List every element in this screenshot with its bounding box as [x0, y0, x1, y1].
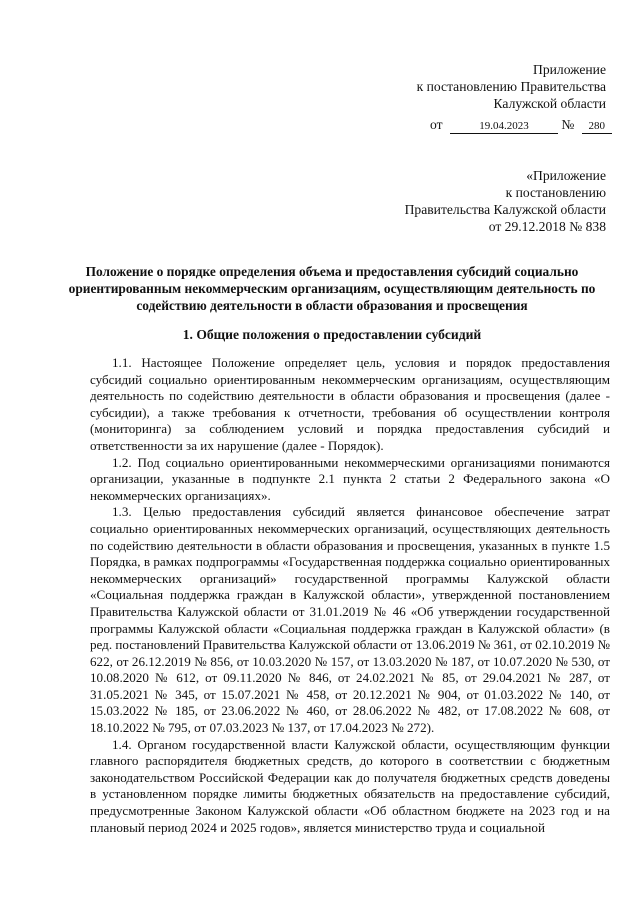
number-label: № [561, 117, 575, 132]
appendix-line-1: Приложение [533, 62, 606, 77]
original-appendix-header [405, 167, 606, 235]
appendix-line-2: к постановлению Правительства [416, 79, 606, 94]
appendix-line-3: Калужской области [493, 96, 606, 111]
paragraph-1-3: 1.3. Целью предоставления субсидий является финансовое обеспечение затрат социально ориентированных некоммерческих организаций, осуществляющих деятельность по содействию деятельности в области образования и просвещения, указанных в пункте 1.5 Порядка, в рамках подпрограммы «Государственная поддержка социально ориентированных некоммерческих организаций» государственной программы Калужской области «Социальная поддержка граждан в Калужской области», утвержденной постановлением Правительства Калужской области от 31.01.2019 № 46 «Об утверждении государственной программы Калужской области «Социальная поддержка граждан в Калужской области» (в ред. постановлений Правительства Калужской области от 13.06.2019 № 361, от 02.10.2019 № 622, от 26.12.2019 № 856, от 10.03.2020 № 157, от 13.03.2020 № 187, от 10.07.2020 № 530, от 10.08.2020 № 612, от 09.11.2020 № 846, от 24.02.2021 № 85, от 29.04.2021 № 287, от 31.05.2021 № 345, от 15.07.2021 № 458, от 20.12.2021 № 904, от 01.03.2022 № 140, от 15.03.2022 № 185, от 23.06.2022 № 460, от 28.06.2022 № 482, от 17.08.2022 № 608, от 18.10.2022 № 795, от 07.03.2023 № 137, от 17.04.2023 № 272). [90, 504, 610, 736]
original-line-4: от 29.12.2018 № 838 [488, 219, 606, 234]
section-heading: 1. Общие положения о предоставлении субсидий [182, 327, 482, 342]
paragraph-1-1: 1.1. Настоящее Положение определяет цель, условия и порядок предоставления субсидий социально ориентированным некоммерческим организациям, осуществляющим деятельность по содействию деятельности в области образования и просвещения (далее - субсидии), а также требования к отчетности, требования об осуществлении контроля (мониторинга) за соблюдением условий и порядка предоставления субсидий и ответственности за их нарушение (далее - Порядок). [90, 355, 610, 453]
original-line-3: Правительства Калужской области [404, 202, 606, 217]
resolution-number: 280 [582, 120, 612, 134]
document-body [90, 355, 610, 836]
document-title: Положение о порядке определения объема и предоставления субсидий социально ориентированным некоммерческим организациям, осуществляющим деятельность по содействию деятельности в области образования и просвещения [68, 264, 596, 313]
original-line-1: «Приложение [526, 168, 606, 183]
paragraph-1-4: 1.4. Органом государственной власти Калужской области, осуществляющим функции главного распорядителя бюджетных средств, до которого в соответствии с бюджетным законодательством Российской Федерации как до получателя бюджетных средств доведены в установленном порядке лимиты бюджетных обязательств на предоставление субсидий, предусмотренные Законом Калужской области «Об областном бюджете на 2023 год и на плановый период 2024 и 2025 годов», является министерство труда и социальной [90, 736, 610, 835]
resolution-reference [430, 117, 612, 134]
paragraph-1-2: 1.2. Под социально ориентированными некоммерческими организациями понимаются организации, указанные в подпункте 2.1 пункта 2 статьи 2 Федерального закона «О некоммерческих организациях». [90, 454, 610, 503]
resolution-date: 19.04.2023 [450, 120, 558, 134]
from-label: от [430, 117, 443, 132]
appendix-header [417, 61, 606, 112]
original-line-2: к постановлению [505, 185, 606, 200]
